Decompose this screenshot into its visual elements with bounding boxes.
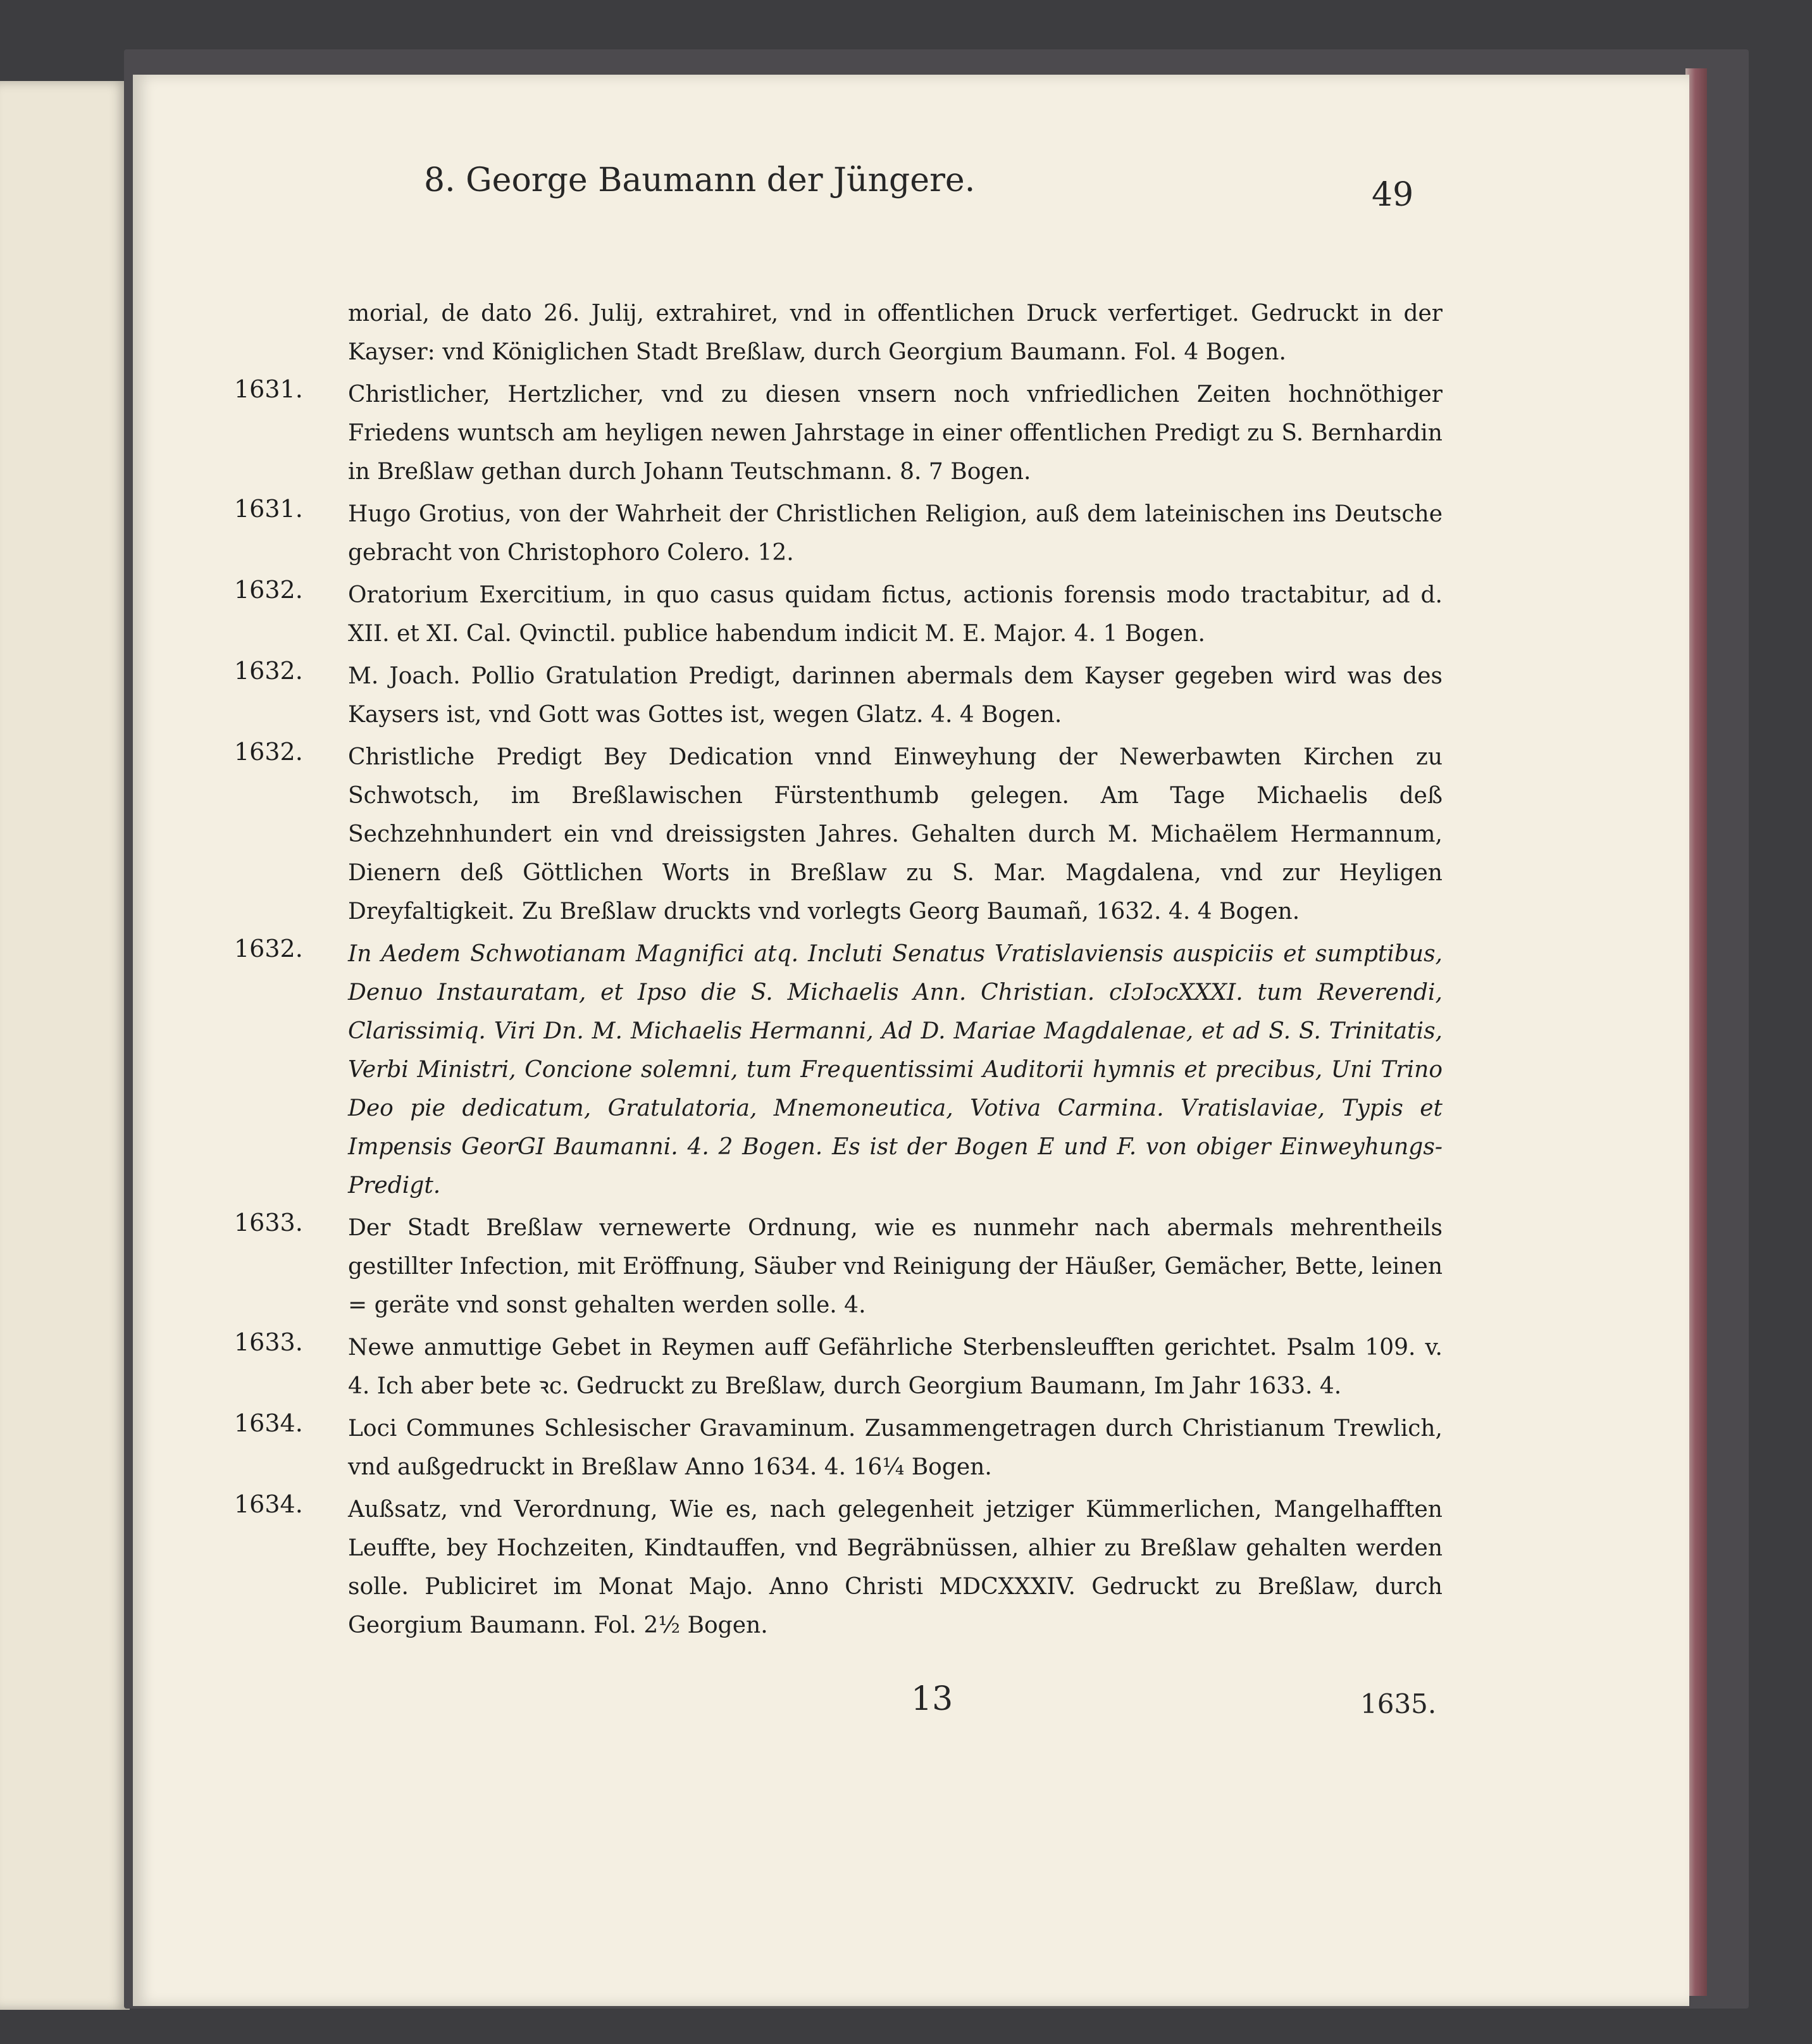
- entry-year: 1632.: [234, 738, 303, 766]
- catchword: 1635.: [1360, 1688, 1437, 1719]
- entry: [234, 495, 1443, 572]
- entry-text: Christlicher, Hertzlicher, vnd zu diesen vnsern noch vnfriedlichen Zeiten hochnöthiger Friedens wuntsch am heyligen newen Jahrstage in einer offentlichen Predigt zu S. Bernhardin in Breßlaw gethan durch Johann Teutschmann. 8. 7 Bogen.: [348, 382, 1443, 485]
- entry-text: In Aedem Schwotianam Magnifici atq. Incluti Senatus Vratislaviensis auspiciis et sumptibus, Denuo Instauratam, et Ipso die S. Michaelis Ann. Christian. cIↄIↄcXXXI. tum Reverendi, Clarissimiq. Viri Dn. M. Michaelis Hermanni, Ad D. Mariae Magdalenae, et ad S. S. Trinitatis, Verbi Ministri, Concione solemni, tum Frequentissimi Auditorii hymnis et precibus, Uni Trino Deo pie dedicatum, Gratulatoria, Mnemoneutica, Votiva Carmina. Vratislaviae, Typis et Impensis GeorGI Baumanni. 4. 2 Bogen. Es ist der Bogen E und F. von obiger Einweyhungs-Predigt.: [348, 941, 1443, 1199]
- entry-continuation: [234, 294, 1443, 371]
- entry-text: Newe anmuttige Gebet in Reymen auff Gefährliche Sterbensleufften gerichtet. Psalm 109. v. 4. Ich aber bete ꝛc. Gedruckt zu Breßlaw, durch Georgium Baumann, Im Jahr 1633. 4.: [348, 1335, 1443, 1399]
- facing-page-edge: [0, 81, 130, 2010]
- entry-text: Oratorium Exercitium, in quo casus quidam fictus, actionis forensis modo tractabitur, ad d. XII. et XI. Cal. Qvinctil. publice habendum indicit M. E. Major. 4. 1 Bogen.: [348, 582, 1443, 647]
- entry-year: 1632.: [234, 576, 303, 604]
- signature-mark: 13: [911, 1680, 953, 1718]
- entry-year: 1631.: [234, 495, 303, 523]
- entry-text: Der Stadt Breßlaw vernewerte Ordnung, wie es nunmehr nach abermals mehrentheils gestillter Infection, mit Eröffnung, Säuber vnd Reinigung der Häußer, Gemächer, Bette, leinen = geräte vnd sonst gehalten werden solle. 4.: [348, 1215, 1443, 1318]
- entry: [234, 935, 1443, 1205]
- entry-text: M. Joach. Pollio Gratulation Predigt, darinnen abermals dem Kayser gegeben wird was des Kaysers ist, vnd Gott was Gottes ist, wegen Glatz. 4. 4 Bogen.: [348, 663, 1443, 728]
- entry-year: 1632.: [234, 935, 303, 963]
- entry: [234, 1490, 1443, 1645]
- entry-text: Christliche Predigt Bey Dedication vnnd Einweyhung der Newerbawten Kirchen zu Schwotsch, im Breßlawischen Fürstenthumb gelegen. Am Tage Michaelis deß Sechzehnhundert ein vnd dreissigsten Jahres. Gehalten durch M. Michaëlem Hermannum, Dienern deß Göttlichen Worts in Breßlaw zu S. Mar. Magdalena, vnd zur Heyligen Dreyfaltigkeit. Zu Breßlaw druckts vnd vorlegts Georg Baumañ, 1632. 4. 4 Bogen.: [348, 744, 1443, 925]
- entry: [234, 375, 1443, 491]
- entry-year: 1633.: [234, 1328, 303, 1356]
- entry: [234, 576, 1443, 653]
- entry: [234, 657, 1443, 734]
- entry-year: 1634.: [234, 1490, 303, 1518]
- entry-year: 1633.: [234, 1209, 303, 1237]
- entry: [234, 1209, 1443, 1324]
- entry-text: Hugo Grotius, von der Wahrheit der Christlichen Religion, auß dem lateinischen ins Deutsche gebracht von Christophoro Colero. 12.: [348, 501, 1443, 566]
- entry: [234, 1328, 1443, 1405]
- page-number: 49: [1372, 176, 1414, 214]
- entry-year: 1632.: [234, 657, 303, 685]
- running-head: 8. George Baumann der Jüngere.: [424, 161, 976, 199]
- entry-text: Außsatz, vnd Verordnung, Wie es, nach gelegenheit jetziger Kümmerlichen, Mangelhafften Leuffte, bey Hochzeiten, Kindtauffen, vnd Begräbnüssen, alhier zu Breßlaw gehalten werden solle. Publiciret im Monat Majo. Anno Christi MDCXXXIV. Gedruckt zu Breßlaw, durch Georgium Baumann. Fol. 2½ Bogen.: [348, 1497, 1443, 1638]
- entry: [234, 1409, 1443, 1486]
- entry-text: morial, de dato 26. Julij, extrahiret, vnd in offentlichen Druck verfertiget. Gedruckt in der Kayser: vnd Königlichen Stadt Breßlaw, durch Georgium Baumann. Fol. 4 Bogen.: [348, 301, 1443, 365]
- entry-year: 1634.: [234, 1409, 303, 1437]
- entry-text: Loci Communes Schlesischer Gravaminum. Zusammengetragen durch Christianum Trewlich, vnd außgedruckt in Breßlaw Anno 1634. 4. 16¼ Bogen.: [348, 1416, 1443, 1480]
- entry-year: 1631.: [234, 375, 303, 403]
- bibliography-entries: [234, 294, 1443, 1686]
- entry: [234, 738, 1443, 931]
